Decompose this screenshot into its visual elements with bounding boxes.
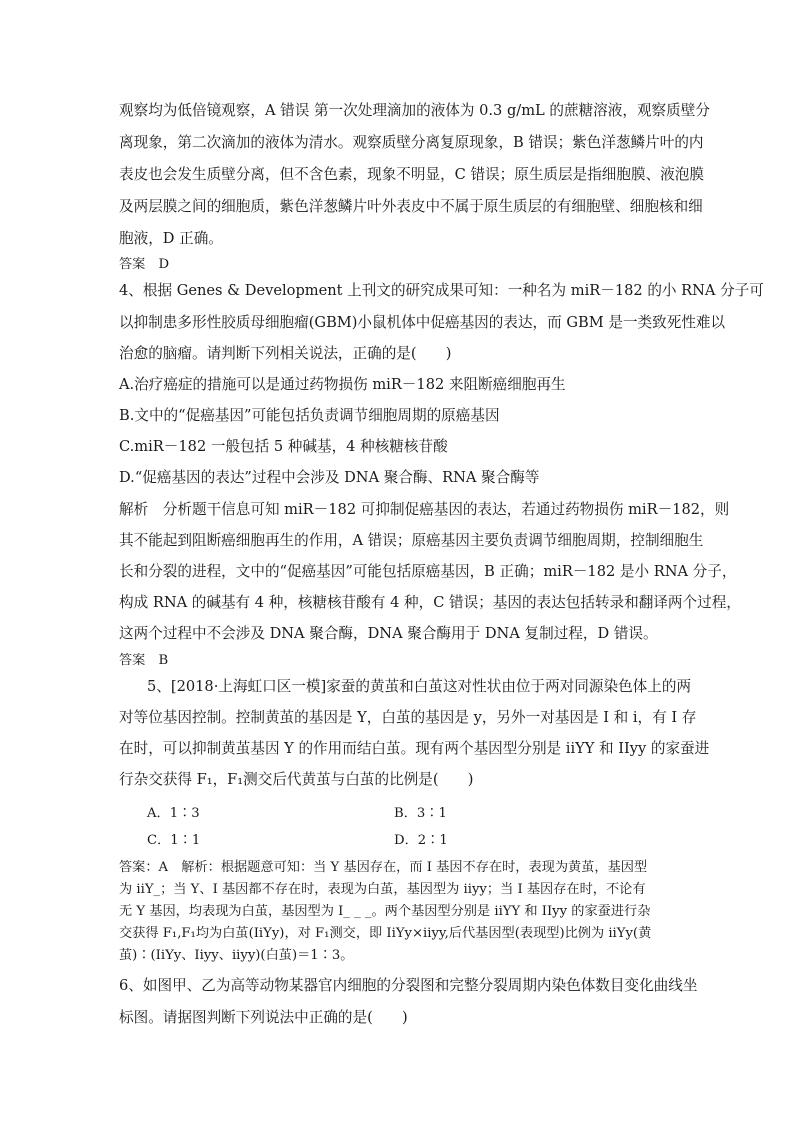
question-stem: 治愈的脑瘤。请判断下列相关说法，正确的是( ) xyxy=(119,345,452,362)
question-stem: 4、根据 Genes & Development 上刊文的研究成果可知：一种名为 miR－182 的小 RNA 分子可 xyxy=(119,282,764,299)
question-stem: 5、[2018·上海虹口区一模]家蚕的黄茧和白茧这对性状由位于两对同源染色体上的两 xyxy=(147,678,692,695)
option-d: D．2∶1 xyxy=(394,833,448,848)
analysis-line: 解析 分析题干信息可知 miR－182 可抑制促癌基因的表达，若通过药物损伤 miR－182，则 xyxy=(119,501,730,518)
question-stem: 以抑制患多形性胶质母细胞瘤(GBM)小鼠机体中促癌基因的表达，而 GBM 是一类致死性难以 xyxy=(119,314,726,331)
option-c: C.miR－182 一般包括 5 种碱基，4 种核糖核苷酸 xyxy=(119,438,448,455)
analysis-line: 其不能起到阻断癌细胞再生的作用，A 错误；原癌基因主要负责调节细胞周期，控制细胞生 xyxy=(119,532,704,549)
passage-line: 及两层膜之间的细胞质，紫色洋葱鳞片叶外表皮中不属于原生质层的有细胞壁、细胞核和细 xyxy=(119,198,703,215)
analysis-line: 无 Y 基因，均表现为白茧，基因型为 I_ _ _。两个基因型分别是 iiYY 和 IIyy 的家蚕进行杂 xyxy=(119,904,651,919)
analysis-line: 构成 RNA 的碱基有 4 种，核糖核苷酸有 4 种，C 错误；基因的表达包括转录和翻译两个过程， xyxy=(119,594,741,611)
answer-line: 答案 B xyxy=(119,653,169,668)
option-b: B.文中的“促癌基因”可能包括负责调节细胞周期的原癌基因 xyxy=(119,407,500,424)
passage-line: 观察均为低倍镜观察，A 错误 第一次处理滴加的液体为 0.3 g/mL 的蔗糖溶液，观察质壁分 xyxy=(119,102,710,119)
option-a: A．1∶3 xyxy=(147,806,200,821)
analysis-line: 交获得 F₁,F₁均为白茧(IiYy)，对 F₁测交，即 IiYy×iiyy,后代基因型(表现型)比例为 iiYy(黄 xyxy=(119,926,652,941)
option-a: A.治疗癌症的措施可以是通过药物损伤 miR－182 来阻断癌细胞再生 xyxy=(119,376,566,393)
passage-line: 表皮也会发生质壁分离，但不含色素，现象不明显，C 错误；原生质层是指细胞膜、液泡膜 xyxy=(119,166,704,183)
question-stem: 对等位基因控制。控制黄茧的基因是 Y，白茧的基因是 y，另外一对基因是 I 和 i，有 I 存 xyxy=(119,709,697,726)
option-d: D.“促癌基因的表达”过程中会涉及 DNA 聚合酶、RNA 聚合酶等 xyxy=(119,469,540,486)
option-b: B．3∶1 xyxy=(394,806,447,821)
question-stem: 标图。请据图判断下列说法中正确的是( ) xyxy=(119,1009,408,1026)
question-stem: 行杂交获得 F₁，F₁测交后代黄茧与白茧的比例是( ) xyxy=(119,771,474,788)
analysis-line: 为 iiY_；当 Y、I 基因都不存在时，表现为白茧，基因型为 iiyy；当 I 基因存在时，不论有 xyxy=(119,882,646,897)
analysis-line: 长和分裂的进程，文中的“促癌基因”可能包括原癌基因，B 正确；miR－182 是小 RNA 分子， xyxy=(119,563,737,580)
answer-line: 答案 D xyxy=(119,257,170,272)
passage-line: 离现象，第二次滴加的液体为清水。观察质壁分离复原现象，B 错误；紫色洋葱鳞片叶的内 xyxy=(119,134,704,151)
analysis-line: 茧)∶(IiYy、Iiyy、iiyy)(白茧)＝1∶3。 xyxy=(119,948,354,963)
question-stem: 在时，可以抑制黄茧基因 Y 的作用而结白茧。现有两个基因型分别是 iiYY 和 IIyy 的家蚕进 xyxy=(119,740,710,757)
analysis-line: 答案：A 解析：根据题意可知：当 Y 基因存在，而 I 基因不存在时，表现为黄茧，基因型 xyxy=(119,860,648,875)
analysis-line: 这两个过程中不会涉及 DNA 聚合酶，DNA 聚合酶用于 DNA 复制过程，D 错误。 xyxy=(119,625,658,642)
passage-line: 胞液，D 正确。 xyxy=(119,230,223,247)
option-c: C．1∶1 xyxy=(147,833,201,848)
question-stem: 6、如图甲、乙为高等动物某器官内细胞的分裂图和完整分裂周期内染色体数目变化曲线坐 xyxy=(119,977,698,994)
